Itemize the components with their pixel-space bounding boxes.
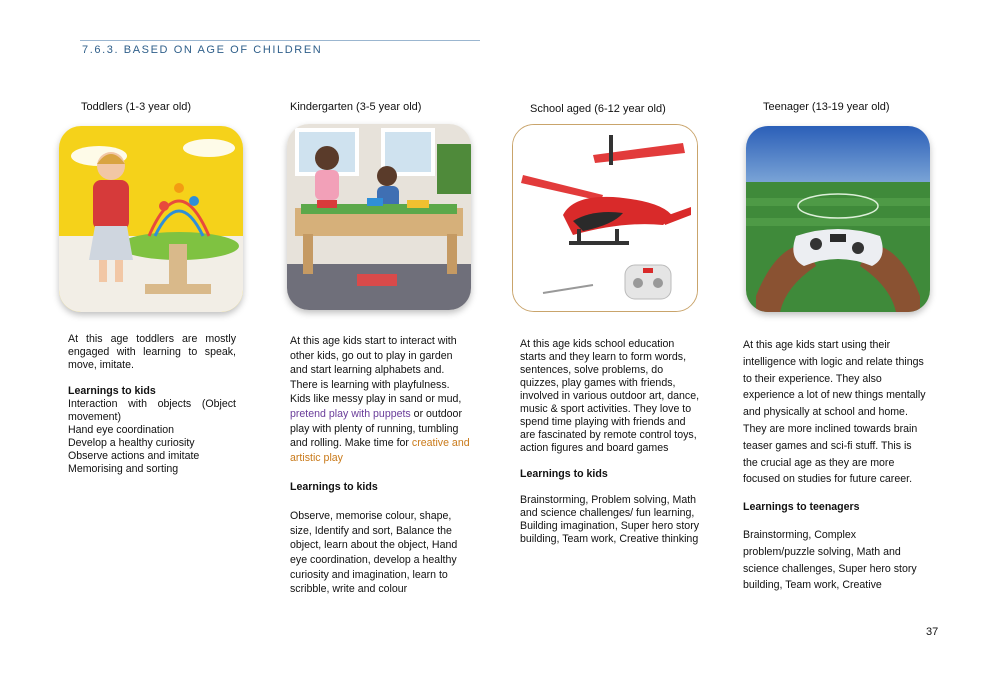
kindergarten-intro-part2: or outdoor play with plenty of running, tumbling and rolling. Make time for — [290, 407, 462, 450]
kindergarten-photo — [287, 124, 471, 310]
creative-play-link[interactable]: creative and artistic play — [290, 437, 470, 464]
toddlers-text — [68, 333, 236, 476]
school-aged-photo — [512, 124, 698, 312]
toddlers-learning-item: Hand eye coordination — [68, 424, 175, 436]
teenager-text — [743, 337, 928, 594]
page-number: 37 — [926, 626, 939, 638]
teenager-photo — [746, 126, 930, 312]
teenager-learnings-heading: Learnings to teenagers — [743, 501, 860, 514]
section-heading: 7.6.3. BASED ON AGE OF CHILDREN — [82, 44, 323, 56]
kindergarten-text — [290, 334, 470, 597]
toddlers-learning-item: Interaction with objects (Object movement) — [68, 398, 236, 423]
column-title-toddlers: Toddlers (1-3 year old) — [81, 101, 192, 113]
toddlers-learning-item: Develop a healthy curiosity — [68, 437, 195, 449]
school-aged-learnings-heading: Learnings to kids — [520, 468, 608, 480]
school-aged-learnings: Brainstorming, Problem solving, Math and science challenges/ fun learning, Building imagination, Super hero story building, Team work, Creative thinking — [520, 494, 700, 545]
toddlers-learning-item: Observe actions and imitate — [68, 450, 200, 462]
kindergarten-intro-part1: At this age kids start to interact with other kids, go out to play in garden and start learning alphabets and. There is learning with playfulness. Kids like messy play in sand or mud, — [290, 335, 462, 406]
column-title-kindergarten: Kindergarten (3-5 year old) — [290, 101, 422, 113]
pretend-play-link[interactable]: pretend play with puppets — [290, 407, 411, 420]
toddler-photo — [59, 126, 243, 312]
teenager-learnings: Brainstorming, Complex problem/puzzle solving, Math and science challenges, Super hero story building, Team work, Creative — [743, 528, 917, 592]
kindergarten-learnings: Observe, memorise colour, shape, size, Identify and sort, Balance the object, learn about the object, Hand eye coordination, develop a healthy curiosity and imagination, learn to scribble, write and colour — [290, 510, 458, 596]
kindergarten-learnings-heading: Learnings to kids — [290, 480, 378, 493]
column-title-school-aged: School aged (6-12 year old) — [530, 103, 666, 115]
toddlers-learnings-heading: Learnings to kids — [68, 385, 156, 397]
toddlers-learning-item: Memorising and sorting — [68, 463, 179, 475]
section-rule — [80, 40, 480, 41]
school-aged-intro: At this age kids school education starts and they learn to form words, sentences, solve problems, do quizzes, play games with friends, involved in various outdoor art, dance, music & sport activities. They love to spend time playing with friends and are fascinated by remote control toys, action figures and board games — [520, 338, 700, 454]
kindergarten-intro — [290, 334, 470, 465]
school-aged-text — [520, 338, 700, 546]
teenager-intro: At this age kids start using their intelligence with logic and relate things to their experience. They also experience a lot of new things mentally and physically at school and home. They are more inclined towards brain teaser games and sci-fi stuff. This is the crucial age as they are more focused on studies for future career. — [743, 339, 926, 486]
column-title-teenager: Teenager (13-19 year old) — [763, 101, 890, 113]
toddlers-intro: At this age toddlers are mostly engaged with learning to speak, move, imitate. — [68, 333, 236, 371]
